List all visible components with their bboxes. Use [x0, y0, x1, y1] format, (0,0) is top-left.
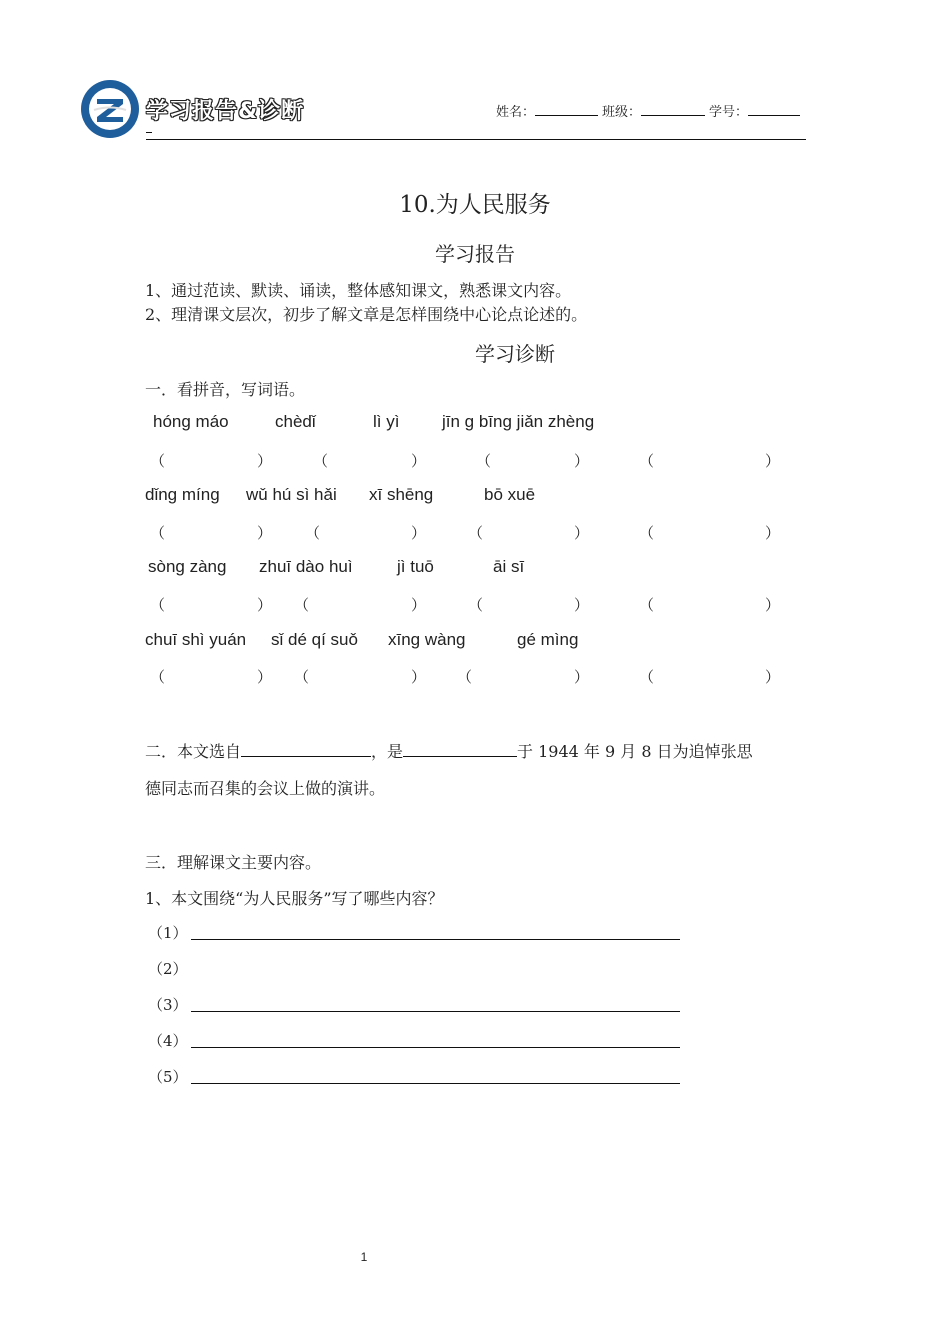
answer-box-r4-c3-open[interactable]: （ [457, 668, 473, 686]
pinyin-r4-c3: xīng wàng [388, 630, 466, 649]
answer-line-5[interactable] [191, 1066, 680, 1084]
answer-box-r2-c2-open[interactable]: （ [305, 524, 321, 542]
header-dash [146, 132, 152, 133]
question-1-title: 一．看拼音，写词语。 [145, 380, 306, 399]
question-3-title: 三．理解课文主要内容。 [145, 853, 322, 872]
answer-label-4: （4） [148, 1032, 188, 1050]
report-item-1: 1、通过范读、默读、诵读，整体感知课文，熟悉课文内容。 [145, 281, 572, 300]
name-label: 姓名： [496, 105, 536, 120]
answer-box-r4-c4-open[interactable]: （ [639, 668, 655, 686]
source-blank[interactable] [241, 738, 371, 757]
pinyin-r1-c3: lì yì [373, 412, 400, 431]
answer-box-r2-c4-close: ） [765, 524, 781, 542]
answer-box-r3-c3-open[interactable]: （ [468, 596, 484, 614]
page-title: 10.为人民服务 [399, 192, 551, 218]
answer-box-r3-c3-close: ） [574, 596, 590, 614]
pinyin-r3-c4: āi sī [493, 557, 525, 576]
answer-box-r3-c2-close: ） [411, 596, 427, 614]
answer-box-r1-c4-open[interactable]: （ [639, 452, 655, 470]
report-item-2: 2、理清课文层次，初步了解文章是怎样围绕中心论点论述的。 [145, 305, 588, 324]
answer-box-r2-c2-close: ） [411, 524, 427, 542]
author-blank[interactable] [403, 738, 517, 757]
name-field[interactable] [496, 101, 598, 120]
answer-box-r2-c3-open[interactable]: （ [468, 524, 484, 542]
answer-box-r1-c4-close: ） [765, 452, 781, 470]
pinyin-r2-c2: wǔ hú sì hǎi [246, 485, 337, 504]
answer-box-r1-c2-open[interactable]: （ [313, 452, 329, 470]
answer-box-r1-c1-close: ） [257, 452, 273, 470]
question-2-line-1 [145, 738, 753, 762]
answer-box-r1-c3-open[interactable]: （ [476, 452, 492, 470]
answer-box-r3-c1-close: ） [257, 596, 273, 614]
answer-box-r2-c4-open[interactable]: （ [639, 524, 655, 542]
answer-box-r3-c4-close: ） [765, 596, 781, 614]
pinyin-r3-c3: jì tuō [397, 557, 434, 576]
answer-box-r1-c3-close: ） [574, 452, 590, 470]
pinyin-r2-c1: dǐng míng [145, 485, 220, 504]
diagnosis-heading: 学习诊断 [475, 342, 555, 366]
answer-box-r4-c3-close: ） [574, 668, 590, 686]
answer-box-r4-c1-open[interactable]: （ [150, 668, 166, 686]
answer-box-r3-c2-open[interactable]: （ [294, 596, 310, 614]
answer-box-r1-c1-open[interactable]: （ [150, 452, 166, 470]
question-2-part-2: ，是 [371, 742, 404, 761]
answer-box-r4-c2-close: ） [411, 668, 427, 686]
answer-box-r4-c4-close: ） [765, 668, 781, 686]
pinyin-r1-c1: hóng máo [153, 412, 229, 431]
brand-title: 学习报告&诊断 [146, 99, 305, 124]
report-heading: 学习报告 [435, 242, 515, 266]
pinyin-r4-c2: sǐ dé qí suǒ [271, 630, 358, 649]
class-field[interactable] [602, 101, 705, 120]
question-2-part-1: 二．本文选自 [145, 742, 242, 761]
answer-line-1[interactable] [191, 922, 680, 940]
pinyin-r4-c4: gé mìng [517, 630, 579, 649]
answer-box-r2-c3-close: ） [574, 524, 590, 542]
answer-line-4[interactable] [191, 1030, 680, 1048]
pinyin-r3-c1: sòng zàng [148, 557, 227, 576]
header-divider [146, 139, 806, 140]
answer-box-r4-c1-close: ） [257, 668, 273, 686]
answer-box-r4-c2-open[interactable]: （ [294, 668, 310, 686]
answer-label-5: （5） [148, 1068, 188, 1086]
answer-box-r2-c1-open[interactable]: （ [150, 524, 166, 542]
answer-label-1: （1） [148, 924, 188, 942]
answer-box-r3-c1-open[interactable]: （ [150, 596, 166, 614]
question-2-part-3: 于 1944 年 9 月 8 日为追悼张思 [517, 742, 753, 761]
question-2-line-2: 德同志而召集的会议上做的演讲。 [145, 779, 386, 798]
answer-line-3[interactable] [191, 994, 680, 1012]
student-id-field[interactable] [709, 101, 800, 120]
answer-box-r3-c4-open[interactable]: （ [639, 596, 655, 614]
pinyin-r2-c4: bō xuē [484, 485, 536, 504]
answer-box-r1-c2-close: ） [411, 452, 427, 470]
pinyin-r3-c2: zhuī dào huì [259, 557, 353, 576]
pinyin-r1-c4: jīn g bīng jiǎn zhèng [442, 412, 595, 431]
pinyin-r4-c1: chuī shì yuán [145, 630, 247, 649]
answer-box-r2-c1-close: ） [257, 524, 273, 542]
answer-label-2: （2） [148, 960, 188, 978]
page-number: 1 [360, 1250, 368, 1264]
class-label: 班级： [602, 105, 642, 120]
question-3-sub: 1、本文围绕“为人民服务”写了哪些内容？ [145, 889, 444, 908]
pinyin-r2-c3: xī shēng [369, 485, 434, 504]
answer-label-3: （3） [148, 996, 188, 1014]
pinyin-r1-c2: chèdǐ [275, 412, 316, 431]
school-logo-icon [80, 79, 140, 139]
student-id-label: 学号： [709, 105, 749, 120]
